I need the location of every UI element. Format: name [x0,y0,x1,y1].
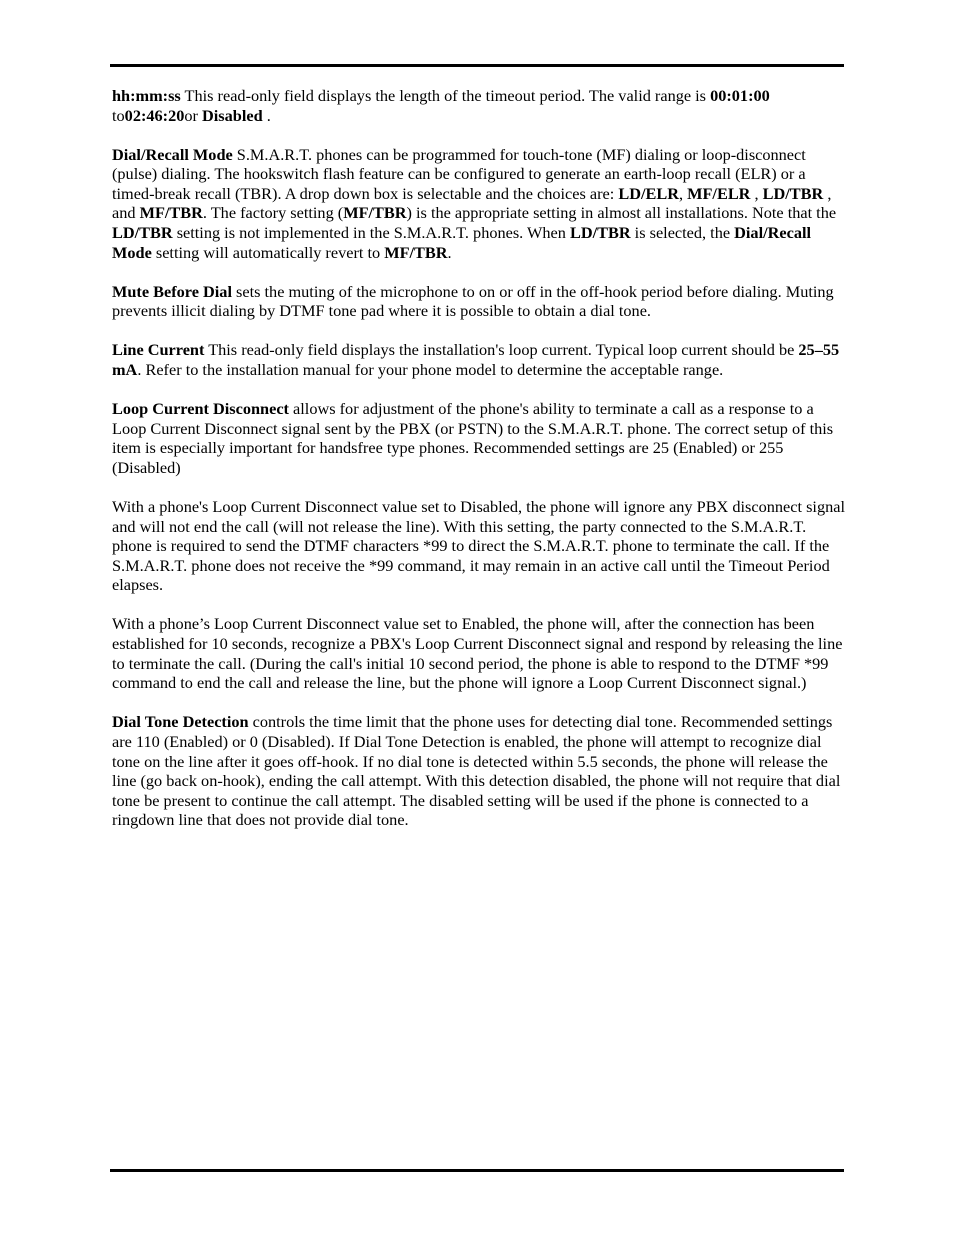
text-run: . Refer to the installation manual for your phone model to determine the acceptable range. [137,360,724,380]
bold-term: LD/TBR [112,223,173,243]
text-run: controls the time limit that the phone uses for detecting dial tone. Recommended settings are 110 (Enabled) or 0 (Disabled). If Dial Tone Detection is enabled, the phone will attempt to recognize dial tone on the line after it goes off-hook. If no dial tone is detected within 5.5 seconds, the phone will release the line (go back on-hook), ending the call attempt. With this detection disabled, the phone will not require that dial tone be present to continue the call attempt. The disabled setting will be used if the phone is connected to a ringdown line that does not provide dial tone. [112,712,841,830]
header-rule [110,64,844,67]
bold-term: 25–55 mA [112,340,840,380]
bold-term: 02:46:20 [124,105,185,125]
bold-term: Dial Tone Detection [112,712,249,732]
hhmmss-paragraph [112,86,845,125]
text-run: is selected, the [630,223,735,243]
text-run: setting is not implemented in the S.M.A.R.T. phones. When [172,223,570,243]
text-run: S.M.A.R.T. phones can be programmed for touch-tone (MF) dialing or loop-disconnect (pulse) dialing. The hookswitch flash feature can be configured to generate an earth-loop recall (ELR) or a timed-break recall (TBR). A drop down box is selectable and the choices are: [112,144,806,203]
bold-term: Disabled [202,105,263,125]
text-run: ) is the appropriate setting in almost all installations. Note that the [406,203,837,223]
bold-term: Dial/Recall Mode [112,223,812,262]
text-run: . [262,105,271,125]
bold-term: LD/ELR [618,183,679,203]
bold-term: MF/TBR [384,242,448,262]
text-run: With a phone’s Loop Current Disconnect value set to Enabled, the phone will, after the connection has been established for 10 seconds, recognize a PBX's Loop Current Disconnect signal and respond by releasing the line to terminate the call. (During the call's initial 10 second period, the phone is able to respond to the DTMF *99 command to end the call and release the line, but the phone will ignore a Loop Current Disconnect signal.) [112,614,843,693]
bold-term: hh:mm:ss [112,86,181,105]
bold-term: 00:01:00 [710,86,770,105]
text-run: , [678,183,688,203]
bold-term: Dial/Recall Mode [112,144,233,164]
text-run: , [750,183,763,203]
text-run: to [112,105,125,125]
bold-term: MF/TBR [343,203,407,223]
text-run: setting will automatically revert to [151,242,385,262]
dial-recall-mode-paragraph [112,145,845,263]
loop-current-disconnect-paragraph [112,399,845,477]
bold-term: LD/TBR [569,223,631,243]
bold-term: MF/ELR [687,183,751,203]
text-run: sets the muting of the microphone to on or off in the off-hook period before dialing. Muting prevents illicit dialing by DTMF tone pad where it is possible to obtain a dial tone. [112,281,834,321]
bold-term: MF/TBR [139,203,203,223]
footer-rule [110,1169,844,1172]
bold-term: Line Current [112,340,205,360]
text-run: . [447,242,452,262]
dial-tone-detection-paragraph [112,712,845,830]
text-run: This read-only field displays the length of the timeout period. The valid range is [180,86,711,105]
bold-term: LD/TBR [762,183,824,203]
document-body [112,86,845,830]
line-current-paragraph [112,340,845,379]
text-run: or [184,105,202,125]
mute-before-dial-paragraph [112,282,845,321]
text-run: This read-only field displays the installation's loop current. Typical loop current should be [204,340,799,360]
bold-term: Mute Before Dial [112,281,232,301]
text-run: . The factory setting ( [202,203,344,223]
bold-term: Loop Current Disconnect [112,399,289,419]
text-run: allows for adjustment of the phone's ability to terminate a call as a response to a Loop Current Disconnect signal sent by the PBX (or PSTN) to the S.M.A.R.T. phone. The correct setup of this item is especially important for handsfree type phones. Recommended settings are 25 (Enabled) or 255 (Disabled) [112,399,834,477]
lcd-enabled-paragraph [112,614,845,692]
text-run: With a phone's Loop Current Disconnect value set to Disabled, the phone will ignore any PBX disconnect signal and will not end the call (will not release the line). With this setting, the party connected to the S.M.A.R.T. phone is required to send the DTMF characters *99 to direct the S.M.A.R.T. phone to terminate the call. If the S.M.A.R.T. phone does not receive the *99 command, it may remain in an active call until the Timeout Period elapses. [112,497,845,595]
text-run: , and [112,183,832,223]
lcd-disabled-paragraph [112,497,845,595]
